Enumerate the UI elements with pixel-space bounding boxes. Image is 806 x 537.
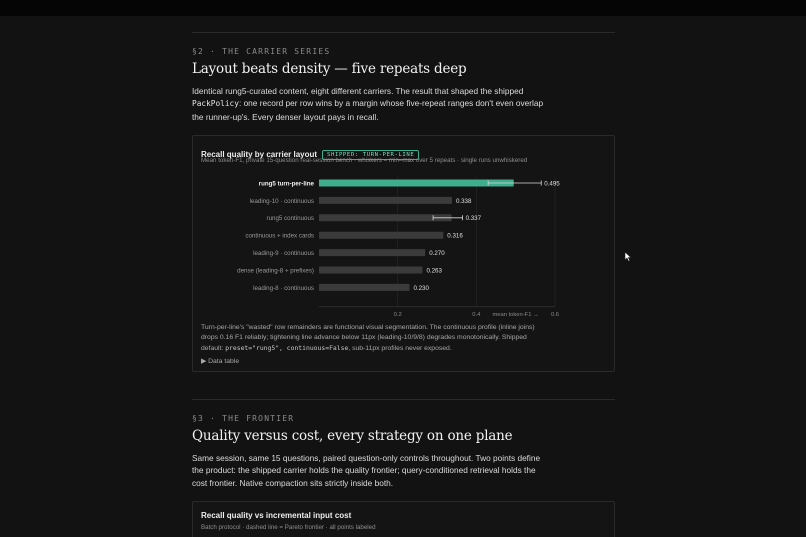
bar-chart [193,172,614,322]
section-lede: Identical rung5-curated content, eight different carriers. The result that shaped the shipped PackPolicy: one record per row wins by a margin whose five-repeat ranges don't even overlap the runner-up's. Every denser layout pays in recall. [192,86,544,122]
top-bar [0,0,806,16]
value-label: 0.316 [447,232,463,240]
bar [319,249,425,256]
section-divider-2 [192,399,615,400]
value-label: 0.270 [429,250,445,257]
tick-label: 0.2 [393,311,402,318]
value-label: 0.230 [413,284,429,292]
category-label: rung5 continuous [266,215,314,223]
bar [319,214,452,221]
carrier-chart-card [192,135,615,372]
bar [319,197,452,204]
tick-label: 0.6 [550,311,560,318]
category-label: dense (leading-8 + prefixes) [237,267,314,275]
chart-subtitle-2: Batch protocol · dashed line = Pareto frontier · all points labeled [201,524,376,531]
section-kicker: §2 · THE CARRIER SERIES [192,47,331,56]
caption-code: preset="rung5", continuous=False [225,344,349,352]
category-label: leading-10 · continuous [249,197,314,205]
bar [319,284,409,291]
category-label: rung5 turn-per-line [258,180,314,188]
section-divider [192,32,615,33]
section-title: Layout beats density — five repeats deep [192,61,467,77]
inline-code: PackPolicy [192,99,239,109]
frontier-chart-card [192,501,615,537]
tick-label: 0.4 [472,311,481,318]
value-label: 0.338 [455,197,472,205]
shipped-badge: SHIPPED: TURN-PER-LINE [322,150,419,160]
section-title-2: Quality versus cost, every strategy on one plane [192,428,513,444]
category-label: leading-9 · continuous [253,250,314,257]
category-label: leading-8 · continuous [253,284,314,292]
value-label: 0.495 [544,180,560,188]
chart-title-2: Recall quality vs incremental input cost [201,511,352,520]
bar [319,267,422,274]
chart-title: Recall quality by carrier layout [201,150,318,159]
bar [319,180,514,187]
section-lede-2: Same session, same 15 questions, paired question-only controls throughout. Two points define the product: the shipped carrier holds the quality frontier; query-conditioned retrieval holds the cost frontier. Native compaction sits strictly inside both. [192,453,541,488]
data-table-toggle[interactable]: ▶ Data table [201,358,240,365]
bar [319,232,443,239]
section-kicker-2: §3 · THE FRONTIER [192,414,295,423]
value-label: 0.263 [426,267,442,275]
chart-subtitle: Mean token-F1, private 15-question real-session bench · whiskers = min–max over 5 repeats · single runs unwhiskered [201,157,528,164]
category-label: continuous + index cards [245,232,314,240]
x-axis-label: mean token-F1 → [492,311,539,318]
value-label: 0.337 [465,215,482,223]
mouse-cursor-icon [624,252,632,262]
chart-caption: Turn-per-line's "wasted" row remainders are functional visual segmentation. The continuous profile (inline joins) drops 0.16 F1 reliably; tightening line advance below 11px (leading-10/9/8) degrades monotonically. Shipped default: preset="rung5", continuous=False, sub-11px profiles never exposed. [201,324,535,352]
